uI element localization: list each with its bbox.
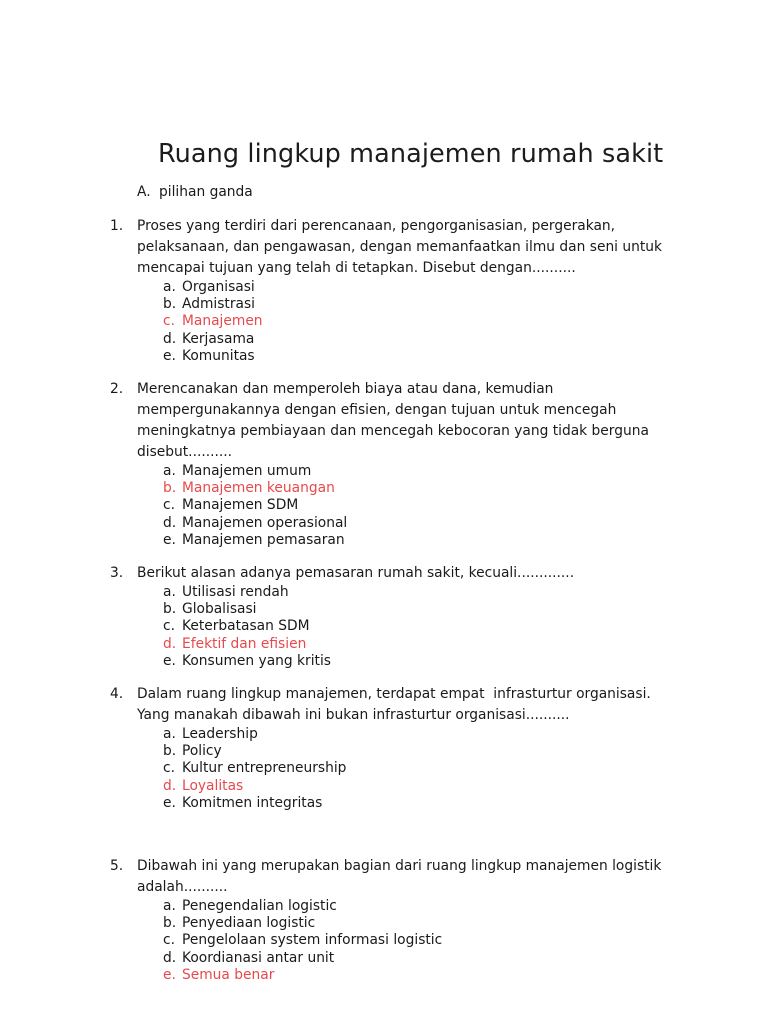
- page-title: Ruang lingkup manajemen rumah sakit: [158, 139, 664, 170]
- option-label: Manajemen operasional: [182, 514, 348, 531]
- option-item[interactable]: [163, 898, 768, 915]
- question-row: [0, 684, 768, 726]
- option-list: [0, 726, 768, 812]
- option-marker: b.: [163, 480, 177, 497]
- option-label: Manajemen SDM: [182, 497, 299, 514]
- option-label: Utilisasi rendah: [182, 584, 289, 601]
- option-item[interactable]: [163, 497, 768, 514]
- option-label: Admistrasi: [182, 296, 255, 313]
- option-marker: a.: [163, 584, 176, 601]
- question-block: [0, 216, 768, 365]
- option-label: Kultur entrepreneurship: [182, 760, 347, 777]
- option-marker: d.: [163, 635, 177, 652]
- section-marker: A.: [137, 184, 151, 200]
- option-label: Organisasi: [182, 279, 255, 295]
- question-block: [0, 563, 768, 670]
- option-item[interactable]: [163, 279, 768, 296]
- option-marker: d.: [163, 777, 177, 794]
- option-label: Konsumen yang kritis: [182, 652, 331, 669]
- option-label: Manajemen umum: [182, 463, 312, 480]
- option-marker: a.: [163, 726, 176, 743]
- question-number: 3.: [110, 565, 124, 582]
- question-text: Dalam ruang lingkup manajemen, terdapat empat infrasturtur organisasi. Yang manakah dibawah ini bukan infrasturtur organisasi..........: [137, 686, 656, 724]
- option-label: Loyalitas: [182, 777, 244, 794]
- option-label: Keterbatasan SDM: [182, 618, 310, 635]
- question-block: [0, 684, 768, 812]
- option-label: Kerjasama: [182, 330, 255, 347]
- option-marker: b.: [163, 915, 177, 932]
- question-number: 2.: [110, 381, 124, 398]
- option-list: [0, 279, 768, 365]
- option-marker: d.: [163, 514, 177, 531]
- option-item[interactable]: [163, 653, 768, 670]
- option-label: Globalisasi: [182, 601, 257, 618]
- option-item[interactable]: [163, 618, 768, 635]
- question-text: Dibawah ini yang merupakan bagian dari ruang lingkup manajemen logistik adalah..........: [137, 858, 666, 896]
- option-marker: c.: [163, 313, 175, 330]
- option-item[interactable]: [163, 515, 768, 532]
- section-label-text: pilihan ganda: [159, 184, 253, 200]
- option-marker: e.: [163, 966, 176, 983]
- questions-list: [0, 216, 768, 984]
- option-marker: a.: [163, 463, 176, 480]
- question-block: [0, 856, 768, 984]
- option-label: Komunitas: [182, 347, 255, 364]
- option-item[interactable]: [163, 296, 768, 313]
- option-item-correct[interactable]: [163, 313, 768, 330]
- option-label: Manajemen: [182, 313, 263, 330]
- option-item-correct[interactable]: [163, 967, 768, 984]
- option-item[interactable]: [163, 932, 768, 949]
- option-label: Efektif dan efisien: [182, 635, 307, 652]
- option-marker: c.: [163, 932, 175, 949]
- option-label: Manajemen pemasaran: [182, 531, 345, 548]
- question-text: Merencanakan dan memperoleh biaya atau dana, kemudian mempergunakannya dengan efisien, dengan tujuan untuk mencegah meningkatnya pembiayaan dan mencegah kebocoran yang tidak berguna disebut..........: [137, 381, 654, 461]
- option-marker: a.: [163, 898, 176, 915]
- option-item[interactable]: [163, 915, 768, 932]
- option-marker: e.: [163, 794, 176, 811]
- question-row: [0, 216, 768, 279]
- section-heading: [137, 182, 768, 202]
- option-item[interactable]: [163, 584, 768, 601]
- option-item[interactable]: [163, 463, 768, 480]
- option-item[interactable]: [163, 601, 768, 618]
- option-item-correct[interactable]: [163, 636, 768, 653]
- option-item[interactable]: [163, 331, 768, 348]
- option-marker: c.: [163, 497, 175, 514]
- option-item[interactable]: [163, 795, 768, 812]
- option-list: [0, 584, 768, 670]
- question-row: [0, 379, 768, 463]
- option-list: [0, 463, 768, 549]
- option-item-correct[interactable]: [163, 480, 768, 497]
- question-text: Berikut alasan adanya pemasaran rumah sakit, kecuali.............: [137, 565, 575, 582]
- option-label: Manajemen keuangan: [182, 480, 335, 497]
- question-number: 1.: [110, 218, 124, 234]
- question-number: 5.: [110, 858, 124, 875]
- option-item[interactable]: [163, 950, 768, 967]
- option-marker: d.: [163, 330, 177, 347]
- option-label: Semua benar: [182, 966, 275, 983]
- option-marker: c.: [163, 618, 175, 635]
- question-row: [0, 856, 768, 898]
- question-row: [0, 563, 768, 584]
- option-label: Penegendalian logistic: [182, 898, 337, 915]
- option-marker: b.: [163, 296, 177, 313]
- option-marker: b.: [163, 743, 177, 760]
- question-number: 4.: [110, 686, 124, 703]
- option-item[interactable]: [163, 743, 768, 760]
- option-marker: e.: [163, 652, 176, 669]
- option-marker: a.: [163, 279, 176, 295]
- option-marker: b.: [163, 601, 177, 618]
- option-item[interactable]: [163, 348, 768, 365]
- option-marker: e.: [163, 347, 176, 364]
- question-text: Proses yang terdiri dari perencanaan, pengorganisasian, pergerakan, pelaksanaan, dan pengawasan, dengan memanfaatkan ilmu dan seni untuk mencapai tujuan yang telah di tetapkan. Disebut dengan..........: [137, 218, 667, 276]
- option-list: [0, 898, 768, 984]
- option-label: Penyediaan logistic: [182, 915, 316, 932]
- option-label: Koordianasi antar unit: [182, 949, 335, 966]
- option-item-correct[interactable]: [163, 778, 768, 795]
- option-marker: c.: [163, 760, 175, 777]
- option-item[interactable]: [163, 760, 768, 777]
- option-marker: e.: [163, 531, 176, 548]
- option-label: Policy: [182, 743, 222, 760]
- option-item[interactable]: [163, 532, 768, 549]
- option-label: Pengelolaan system informasi logistic: [182, 932, 443, 949]
- option-marker: d.: [163, 949, 177, 966]
- question-block: [0, 379, 768, 549]
- option-label: Komitmen integritas: [182, 794, 323, 811]
- document-body: [0, 182, 768, 984]
- option-item[interactable]: [163, 726, 768, 743]
- option-label: Leadership: [182, 726, 258, 743]
